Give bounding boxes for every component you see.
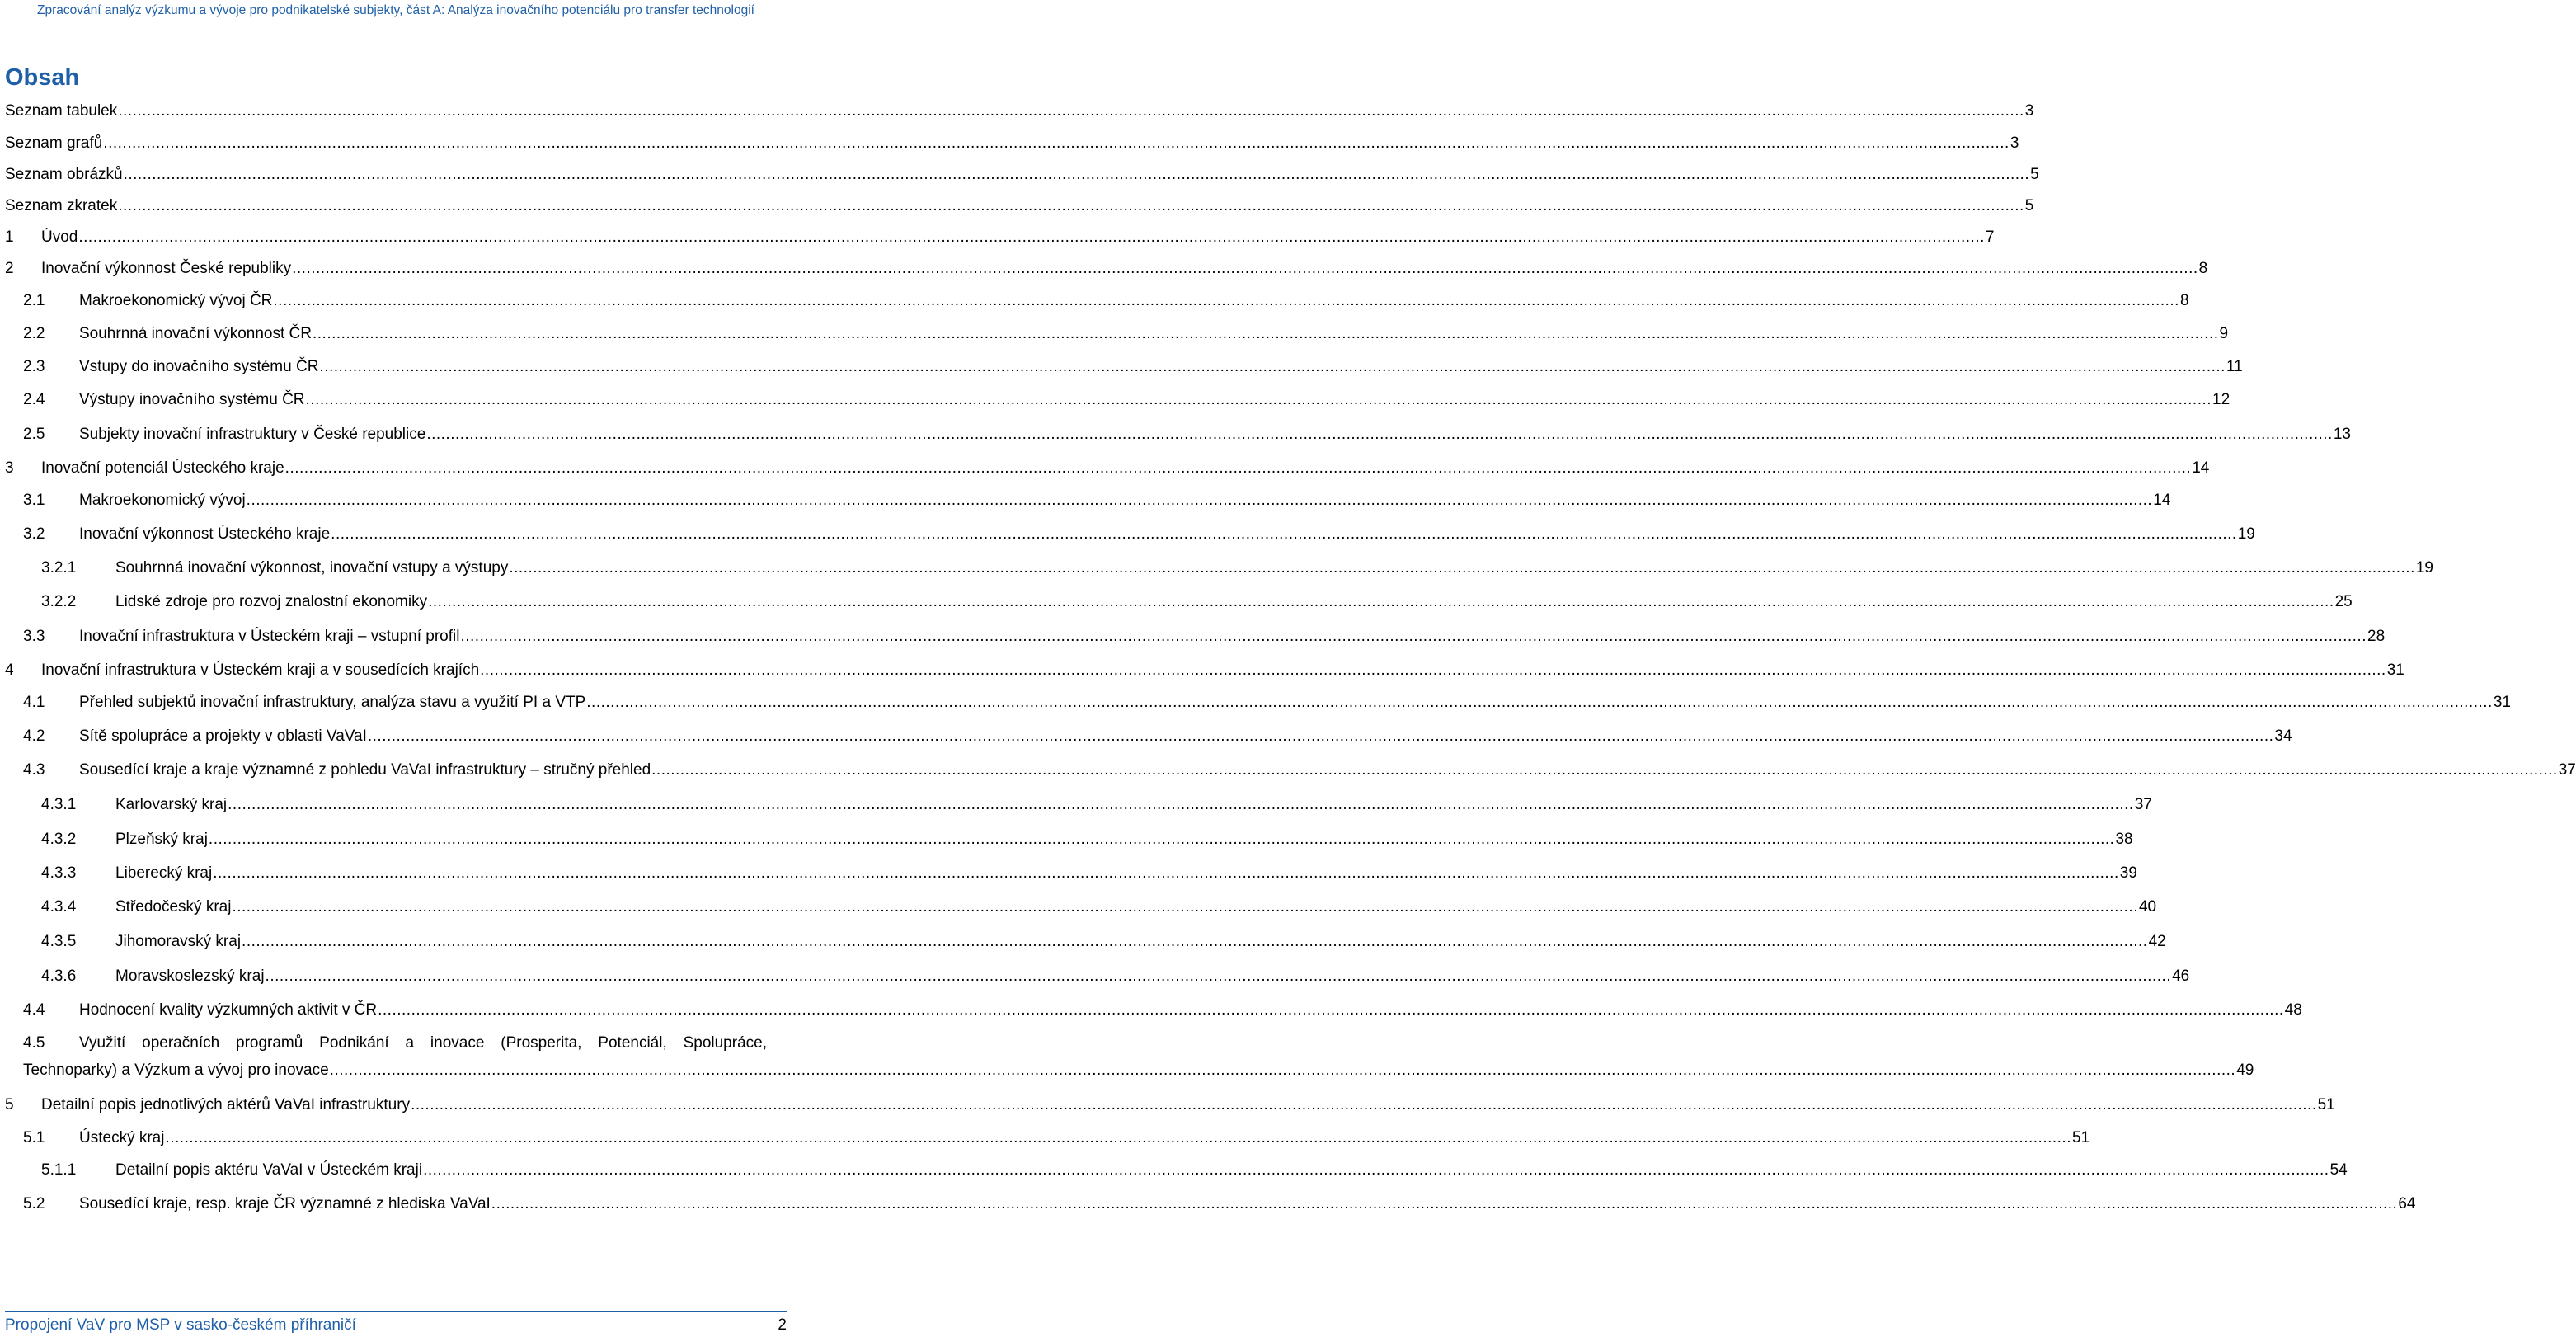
- toc-entry-text: Makroekonomický vývoj ČR: [79, 292, 273, 309]
- toc-entry-page: 31: [2386, 661, 2404, 679]
- toc-entry-text: Plzeňský kraj: [115, 831, 208, 848]
- toc-dot-leader: ................................................................................................................................................................................................................................................................................................................................................................................................................: [165, 1129, 2071, 1146]
- toc-entry[interactable]: [0, 257, 2208, 281]
- toc-entry-text: Inovační infrastruktura v Ústeckém kraji a v sousedících krajích: [41, 661, 480, 679]
- toc-dot-leader: ................................................................................................................................................................................................................................................................................................................................................................................................................: [651, 761, 2558, 779]
- toc-entry-text: Seznam grafů: [5, 134, 103, 152]
- toc-entry-number: 1: [5, 228, 14, 246]
- toc-entry[interactable]: [0, 355, 2243, 379]
- toc-entry-number: 5: [5, 1096, 14, 1113]
- toc-entry-page: 25: [2334, 593, 2353, 610]
- toc-entry[interactable]: [0, 162, 2039, 187]
- toc-entry-text: Inovační potenciál Ústeckého kraje: [41, 459, 284, 477]
- toc-entry-text: Technoparky) a Výzkum a vývoj pro inovace: [23, 1062, 329, 1079]
- toc-entry-text: Inovační výkonnost Ústeckého kraje: [79, 525, 331, 543]
- page-number: 2: [778, 1316, 787, 1334]
- toc-entry-page: 19: [2415, 559, 2433, 577]
- toc-entry-number: 3.1: [23, 492, 45, 509]
- toc-entry[interactable]: [0, 964, 2190, 989]
- toc-entry-page: 31: [2493, 694, 2511, 711]
- toc-entry[interactable]: [0, 724, 2292, 749]
- toc-entry-text: Makroekonomický vývoj: [79, 492, 246, 509]
- toc-entry-number: 2.4: [23, 391, 45, 408]
- toc-dot-leader: ................................................................................................................................................................................................................................................................................................................................................................................................................: [232, 898, 2138, 916]
- toc-entry[interactable]: [0, 590, 2353, 614]
- toc-entry-page: 11: [2226, 358, 2243, 375]
- toc-entry-text: Detailní popis aktéru VaVaI v Ústeckém kraji: [115, 1161, 423, 1179]
- toc-entry-page: 7: [1985, 228, 1995, 246]
- toc-entry[interactable]: [0, 793, 2152, 817]
- toc-entry[interactable]: [0, 99, 2034, 124]
- toc-entry-number: 4: [5, 661, 14, 679]
- toc-dot-leader: ................................................................................................................................................................................................................................................................................................................................................................................................................: [213, 864, 2119, 882]
- toc-dot-leader: ................................................................................................................................................................................................................................................................................................................................................................................................................: [292, 260, 2198, 277]
- toc-entry-text: Seznam tabulek: [5, 102, 118, 120]
- toc-entry[interactable]: [0, 388, 2230, 412]
- toc-dot-leader: ................................................................................................................................................................................................................................................................................................................................................................................................................: [586, 694, 2493, 711]
- toc-entry-number: 3: [5, 459, 14, 477]
- toc-dot-leader: ................................................................................................................................................................................................................................................................................................................................................................................................................: [118, 197, 2024, 214]
- toc-entry-text: Sítě spolupráce a projekty v oblasti VaVaI: [79, 727, 367, 745]
- toc-entry-number: 4.3.3: [41, 864, 77, 882]
- toc-entry-text: Inovační výkonnost České republiky: [41, 260, 292, 277]
- toc-entry[interactable]: [0, 758, 2576, 783]
- toc-entry-number: 4.3.5: [41, 933, 77, 950]
- toc-entry[interactable]: [0, 1192, 2416, 1217]
- toc-entry-text: Jihomoravský kraj: [115, 933, 242, 950]
- toc-entry-page: 42: [2148, 933, 2166, 950]
- toc-entry-page: 51: [2072, 1129, 2090, 1146]
- toc-dot-leader: ................................................................................................................................................................................................................................................................................................................................................................................................................: [378, 1001, 2284, 1019]
- toc-entry-number: 4.3.6: [41, 967, 77, 985]
- toc-dot-leader: ................................................................................................................................................................................................................................................................................................................................................................................................................: [423, 1161, 2329, 1179]
- toc-entry-page: 5: [2030, 166, 2039, 183]
- toc-dot-leader: ................................................................................................................................................................................................................................................................................................................................................................................................................: [246, 492, 2153, 509]
- toc-entry-text: Vstupy do inovačního systému ČR: [79, 358, 319, 375]
- toc-dot-leader: ................................................................................................................................................................................................................................................................................................................................................................................................................: [78, 228, 1985, 246]
- toc-entry-number: 4.3.1: [41, 796, 77, 813]
- toc-entry-text: Lidské zdroje pro rozvoj znalostní ekonomiky: [115, 593, 428, 610]
- toc-dot-leader: ................................................................................................................................................................................................................................................................................................................................................................................................................: [491, 1195, 2398, 1212]
- toc-dot-leader: ................................................................................................................................................................................................................................................................................................................................................................................................................: [123, 166, 2030, 183]
- toc-entry[interactable]: [0, 522, 2255, 547]
- toc-entry-number: 4.3: [23, 761, 45, 779]
- toc-entry-page: 48: [2284, 1001, 2302, 1019]
- toc-entry-number: 5.1.1: [41, 1161, 77, 1179]
- footer-title: Propojení VaV pro MSP v sasko-českém příhraničí: [5, 1316, 356, 1334]
- toc-entry[interactable]: [0, 624, 2386, 649]
- toc-entry-page: 8: [2179, 292, 2189, 309]
- toc-entry[interactable]: [0, 556, 2433, 581]
- toc-dot-leader: ................................................................................................................................................................................................................................................................................................................................................................................................................: [329, 1062, 2236, 1079]
- toc-dot-leader: ................................................................................................................................................................................................................................................................................................................................................................................................................: [305, 391, 2212, 408]
- toc-entry-number: 4.5: [23, 1034, 45, 1052]
- toc-entry-page: 64: [2398, 1195, 2416, 1212]
- toc-entry[interactable]: [0, 658, 2404, 683]
- toc-entry[interactable]: [0, 456, 2210, 481]
- toc-entry-page: 51: [2317, 1096, 2335, 1113]
- page-footer: [5, 1311, 787, 1335]
- toc-entry-text: Sousedící kraje, resp. kraje ČR významné z hlediska VaVaI: [79, 1195, 491, 1212]
- toc-entry-page: 40: [2138, 898, 2157, 916]
- toc-entry-text: Moravskoslezský kraj: [115, 967, 265, 985]
- toc-entry[interactable]: [0, 827, 2133, 852]
- toc-entry[interactable]: [0, 690, 2511, 715]
- toc-entry-page: 46: [2172, 967, 2190, 985]
- toc-dot-leader: ................................................................................................................................................................................................................................................................................................................................................................................................................: [411, 1096, 2317, 1113]
- toc-entry[interactable]: [0, 131, 2019, 156]
- toc-entry[interactable]: [0, 1126, 2090, 1151]
- toc-entry[interactable]: [0, 289, 2189, 313]
- toc-entry-page: 13: [2333, 426, 2351, 443]
- toc-dot-leader: ................................................................................................................................................................................................................................................................................................................................................................................................................: [460, 628, 2367, 645]
- toc-entry-text: Hodnocení kvality výzkumných aktivit v ČR: [79, 1001, 378, 1019]
- toc-dot-leader: ................................................................................................................................................................................................................................................................................................................................................................................................................: [331, 525, 2237, 543]
- toc-entry-page: 14: [2192, 459, 2210, 477]
- page-header: Zpracování analýz výzkumu a vývoje pro podnikatelské subjekty, část A: Analýza inovačního potenciálu pro transfer technologií: [37, 3, 754, 17]
- toc-entry-number: 2.5: [23, 426, 45, 443]
- toc-entry-number: 5.1: [23, 1129, 45, 1146]
- toc-entry-page: 8: [2198, 260, 2208, 277]
- toc-entry[interactable]: [0, 422, 2351, 447]
- toc-title: Obsah: [5, 64, 80, 91]
- toc-entry-text: Seznam obrázků: [5, 166, 123, 183]
- toc-entry[interactable]: [0, 1158, 2348, 1183]
- toc-entry-number: 2.1: [23, 292, 45, 309]
- toc-entry-text: Subjekty inovační infrastruktury v České republice: [79, 426, 426, 443]
- toc-entry-text: Detailní popis jednotlivých aktérů VaVaI infrastruktury: [41, 1096, 411, 1113]
- toc-entry-text: Přehled subjektů inovační infrastruktury, analýza stavu a využití PI a VTP: [79, 694, 586, 711]
- toc-entry-page: 34: [2274, 727, 2292, 745]
- toc-entry-number: 2.3: [23, 358, 45, 375]
- toc-dot-leader: ................................................................................................................................................................................................................................................................................................................................................................................................................: [319, 358, 2226, 375]
- toc-entry-number: 4.1: [23, 694, 45, 711]
- toc-entry-text: Sousedící kraje a kraje významné z pohledu VaVaI infrastruktury – stručný přehled: [79, 761, 651, 779]
- toc-dot-leader: ................................................................................................................................................................................................................................................................................................................................................................................................................: [103, 134, 2010, 152]
- toc-entry-text: Výstupy inovačního systému ČR: [79, 391, 305, 408]
- toc-entry[interactable]: [0, 225, 1995, 250]
- toc-entry-number: 2.2: [23, 325, 45, 342]
- toc-entry-page: 12: [2212, 391, 2230, 408]
- toc-entry[interactable]: [0, 194, 2034, 219]
- toc-entry-number: 3.3: [23, 628, 45, 645]
- toc-entry-text: Seznam zkratek: [5, 197, 118, 214]
- toc-entry-text: Středočeský kraj: [115, 898, 232, 916]
- toc-dot-leader: ................................................................................................................................................................................................................................................................................................................................................................................................................: [509, 559, 2415, 577]
- toc-entry-number: 4.2: [23, 727, 45, 745]
- toc-entry-page: 3: [2024, 102, 2034, 120]
- toc-entry-text: Souhrnná inovační výkonnost, inovační vstupy a výstupy: [115, 559, 509, 577]
- toc-dot-leader: ................................................................................................................................................................................................................................................................................................................................................................................................................: [208, 831, 2115, 848]
- toc-dot-leader: ................................................................................................................................................................................................................................................................................................................................................................................................................: [118, 102, 2024, 120]
- toc-entry-page: 9: [2219, 325, 2229, 342]
- toc-entry[interactable]: [0, 930, 2166, 954]
- toc-entry[interactable]: [0, 998, 2302, 1023]
- toc-entry[interactable]: [0, 1031, 2254, 1085]
- toc-entry-text: Ústecký kraj: [79, 1129, 165, 1146]
- toc-dot-leader: ................................................................................................................................................................................................................................................................................................................................................................................................................: [242, 933, 2148, 950]
- toc-entry-page: 37: [2558, 761, 2576, 779]
- toc-entry-number: 4.4: [23, 1001, 45, 1019]
- toc-entry-page: 5: [2024, 197, 2034, 214]
- toc-entry-number: 4.3.2: [41, 831, 77, 848]
- toc-dot-leader: ................................................................................................................................................................................................................................................................................................................................................................................................................: [284, 459, 2192, 477]
- toc-entry[interactable]: [0, 488, 2171, 513]
- toc-entry-text: Využití operačních programů Podnikání a inovace (Prosperita, Potenciál, Spolupráce,: [79, 1034, 767, 1052]
- toc-entry-text: Úvod: [41, 228, 78, 246]
- toc-entry-text: Liberecký kraj: [115, 864, 213, 882]
- toc-entry-text: Souhrnná inovační výkonnost ČR: [79, 325, 312, 342]
- toc-dot-leader: ................................................................................................................................................................................................................................................................................................................................................................................................................: [367, 727, 2274, 745]
- toc-entry[interactable]: [0, 322, 2229, 346]
- toc-entry-text: Karlovarský kraj: [115, 796, 228, 813]
- toc-entry-page: 3: [2010, 134, 2019, 152]
- toc-entry-number: 4.3.4: [41, 898, 77, 916]
- toc-dot-leader: ................................................................................................................................................................................................................................................................................................................................................................................................................: [480, 661, 2386, 679]
- toc-entry-page: 19: [2237, 525, 2255, 543]
- toc-dot-leader: ................................................................................................................................................................................................................................................................................................................................................................................................................: [273, 292, 2179, 309]
- toc-entry-text: Inovační infrastruktura v Ústeckém kraji – vstupní profil: [79, 628, 460, 645]
- toc-entry-page: 39: [2119, 864, 2137, 882]
- toc-dot-leader: ................................................................................................................................................................................................................................................................................................................................................................................................................: [426, 426, 2333, 443]
- toc-entry-number: 3.2: [23, 525, 45, 543]
- toc-entry-page: 49: [2236, 1062, 2254, 1079]
- toc-entry[interactable]: [0, 1093, 2335, 1118]
- toc-entry-page: 54: [2329, 1161, 2348, 1179]
- toc-dot-leader: ................................................................................................................................................................................................................................................................................................................................................................................................................: [313, 325, 2219, 342]
- toc-entry[interactable]: [0, 861, 2137, 886]
- toc-entry-number: 2: [5, 260, 14, 277]
- toc-dot-leader: ................................................................................................................................................................................................................................................................................................................................................................................................................: [265, 967, 2172, 985]
- toc-entry-number: 3.2.1: [41, 559, 77, 577]
- toc-entry-number: 3.2.2: [41, 593, 77, 610]
- toc-entry[interactable]: [0, 895, 2157, 920]
- toc-entry-page: 28: [2367, 628, 2386, 645]
- toc-entry-number: 5.2: [23, 1195, 45, 1212]
- toc-dot-leader: ................................................................................................................................................................................................................................................................................................................................................................................................................: [428, 593, 2334, 610]
- toc-entry-page: 14: [2153, 492, 2171, 509]
- toc-entry-page: 37: [2134, 796, 2152, 813]
- toc-entry-page: 38: [2115, 831, 2133, 848]
- toc-dot-leader: ................................................................................................................................................................................................................................................................................................................................................................................................................: [228, 796, 2134, 813]
